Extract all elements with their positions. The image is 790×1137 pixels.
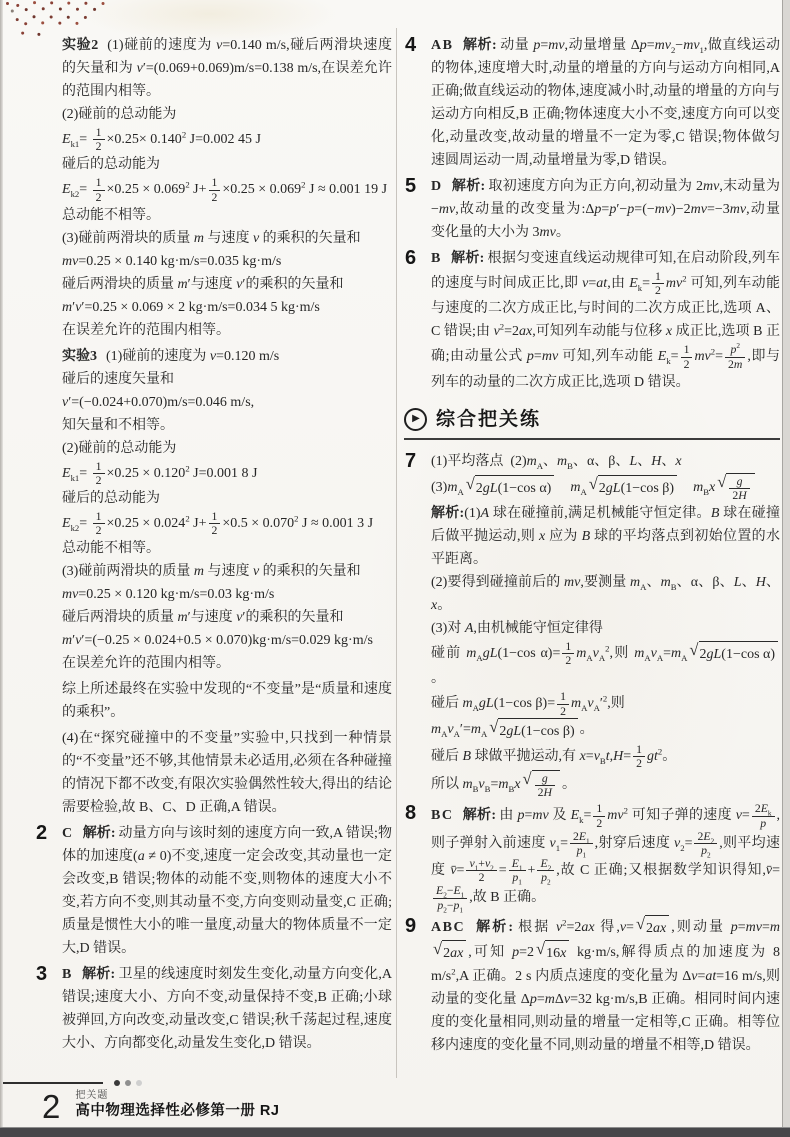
answer-text: 由 p=mv 及 $E_k=$ $\frac{1}{2}$ $mv^2$ 可知子弹的速度 v= $\frac{2E_k}{p}$ ,则子弹射入前速度 $v_1=$ $\frac{2E_1}{p_1}$ ,射穿后速度 $v_2=$ $\frac{2E_2}{p_2}$ ,则平均速度 v̄= $\frac{v_1+v_2}{2}$ = $\frac{E_1}{p_1}$ + $\frac{E_2}{p_2}$ ,故 C 正确;又根据数学知识得知,v̄= $\frac{E_2-E_1}{p_2-p_1}$ ,故 B 正确。 [431,802,780,914]
page-right-edge [782,0,790,1128]
circle-arrow-icon [404,408,427,431]
answer-letters: ABC [431,919,466,935]
question-number: 4 [405,34,417,56]
square-root: √ 2ax [636,915,669,940]
fraction: $\frac{2E_1}{p_1}$ [570,830,593,857]
fraction: $\frac{g}{2H}$ [535,772,555,799]
page-left-edge [0,0,3,1137]
answer-item-7 [405,449,780,800]
fraction: $\frac{1}{2}$ [557,690,569,717]
fraction: $\frac{1}{2}$ [93,460,105,487]
answer-item-6 [405,247,780,394]
answer-letters: C [62,826,74,842]
answers-column-left [36,34,392,1080]
fraction: $\frac{2E_2}{p_2}$ [694,830,717,857]
answer-text: (4)在“探究碰撞中的不变量”实验中,只找到一种情景的“不变量”还不够,其他情景未必适用,必须在各种碰撞的情况下都不改变,有限次实验偶然性较大,得出的结论需要检验,故 B、C、D 正确,A 错误。 [62,731,392,816]
question-number: 5 [405,175,417,197]
answer-text: 动量方向与该时刻的速度方向一致,A 错误;物体的加速度(a ≠ 0)不变,速度一定会改变,其动量也一定会改变,B 错误;物体的动能不变,则物体的速度大小不变,若方向不变,则其动量不变,方向变则动量变,C 正确;质量是惯性大小的唯一量度,动量大的物体质量不一定大,D 错误。 [62,826,392,957]
fraction: $\frac{1}{2}$ [209,176,221,203]
analysis-label: 解析: [462,808,497,824]
footer-dot [114,1080,120,1086]
fraction: $\frac{1}{2}$ [681,343,693,370]
footer-rule [0,1080,142,1086]
answer-item-2 [36,822,392,960]
answer-letters: B [62,967,73,983]
answer-text: 动量 p=mv,动量增量 $\Delta p=mv_2-mv_1$,做直线运动的物体,速度增大时,动量的增量的方向与运动方向相同,A 正确;做直线运动的物体,速度减小时,动量的增量的方向与运动方向相反,B 正确;物体速度大小不变,速度方向可以变化,动量改变,故动量的增量不一定为零,C 错误;物体做匀速圆周运动一周,动量增量为零,D 错误。 [431,38,780,168]
question-number: 9 [405,914,417,937]
answer-item-9 [405,913,780,1057]
fraction: $\frac{E_1}{p_1}$ [509,857,526,884]
answer-paragraph [62,678,392,724]
section-header [404,408,780,440]
book-title: 高中物理选择性必修第一册 RJ [75,1103,280,1119]
question-number: 2 [36,822,48,845]
question-number: 6 [405,247,417,269]
experiment-label: 实验3 [62,348,97,364]
fraction: $\frac{1}{2}$ [93,126,105,153]
footer-line [0,1082,103,1085]
experiment-answer [62,345,392,676]
fraction: $\frac{v_1+v_2}{2}$ [466,857,496,884]
answer-letters: BC [431,808,454,824]
answer-text: 卫星的线速度时刻发生变化,动量方向变化,A 错误;速度大小、方向不变,动量保持不变,B 正确;小球被弹回,方向改变,动量改变,C 错误;秋千荡起过程,速度大小、方向都变化,动量发生变化,D 错误。 [62,967,392,1052]
answer-letters: AB [431,38,454,53]
answers-column-right [404,34,780,1080]
answer-paragraph [62,727,392,819]
square-root: √ 2gL(1−cos β) [489,718,577,743]
answer-item-5 [405,175,780,244]
footer-dot [125,1080,131,1086]
footer-meta [75,1090,279,1121]
page-bottom-edge [0,1128,790,1137]
answer-item-8 [405,802,780,914]
analysis-label: 解析: [81,967,116,983]
experiment-label: 实验2 [62,38,99,53]
fraction: $\frac{1}{2}$ [593,802,605,829]
answer-text: 根据匀变速直线运动规律可知,在启动阶段,列车的速度与时间成正比,即 v=at,由 $E_k=$ $\frac{1}{2}$ $mv^2$ 可知,列车动能与速度的二次方成正比,与时间的二次方成正比,选项 A、C 错误;由 $v^2=2ax$,可知列车动能与位移 x 成正比,选项 B 正确;由动量公式 p=mv 可知,列车动能 $E_k=$ $\frac{1}{2}$ $mv^2=$ $\frac{p^2}{2m}$ ,即与列车的动量的二次方成正比,选项 D 错误。 [431,251,780,390]
answer-text: (1)碰前的速度为 v=0.140 m/s,碰后两滑块速度的矢量和为 v′=(0.069+0.069)m/s=0.138 m/s,在误差允许的范围内相等。 (2)碰前的总动能为 $E_{k1}=$ $\frac{1}{2}$ $\times 0.25\times 0.140^2$ J=0.002 45 J 碰后的总动能为 $E_{k2}=$ $\frac{1}{2}$ $\times 0.25 \times 0.069^2$ J+ $\frac{1}{2}$ $\times 0.25 \times 0.069^2$ J ≈ 0.001 19 J 总动能不相等。 (3)碰前两滑块的质量 m 与速度 v 的乘积的矢量和 mv=0.25 × 0.140 kg·m/s=0.035 kg·m/s 碰后两滑块的质量 m′与速度 v′的乘积的矢量和 m′v′=0.25 × 0.069 × 2 kg·m/s=0.034 5 kg·m/s 在误差允许的范围内相等。 [62,38,392,338]
fraction: $\frac{E_2}{p_2}$ [537,857,554,884]
fraction: $\frac{p^2}{2m}$ [725,343,745,370]
question-number: 8 [405,802,417,825]
analysis-label: 解析: [474,919,514,935]
answer-letters: B [431,251,442,266]
fraction: $\frac{1}{2}$ [93,510,105,537]
fraction: $\frac{2E_k}{p}$ [752,802,775,829]
arrow-glyph: ▶ [412,413,420,425]
answer-text: (1)碰前的速度为 v=0.120 m/s 碰后的速度矢量和 v′=(−0.024+0.070)m/s=0.046 m/s, 知矢量和不相等。 (2)碰前的总动能为 $E_{k1}=$ $\frac{1}{2}$ $\times 0.25 \times 0.120^2$ J=0.001 8 J 碰后的总动能为 $E_{k2}=$ $\frac{1}{2}$ $\times 0.25 \times 0.024^2$ J+ $\frac{1}{2}$ $\times 0.5 \times 0.070^2$ J ≈ 0.001 3 J 总动能不相等。 (3)碰前两滑块的质量 m 与速度 v 的乘积的矢量和 mv=0.25 × 0.120 kg·m/s=0.03 kg·m/s 碰后两滑块的质量 m′与速度 v′的乘积的矢量和 m′v′=(−0.25 × 0.024+0.5 × 0.070)kg·m/s=0.029 kg·m/s 在误差允许的范围内相等。 [62,348,374,672]
answer-letters: D [431,179,443,194]
fraction: $\frac{1}{2}$ [209,510,221,537]
question-number: 3 [36,963,48,986]
square-root: √ 2ax [433,940,466,965]
answer-item-3 [36,963,392,1055]
square-root: √ $\frac{g}{2H}$ [717,473,754,502]
column-divider [396,28,397,1078]
square-root: √ 2gL(1−cos α) [466,475,555,500]
answer-text: 取初速度方向为正方向,初动量为 2mv,末动量为 −mv,故动量的改变量为:Δp=p′−p=(−mv)−2mv=−3mv,动量变化量的大小为 3mv。 [431,179,780,240]
answer-item-4 [405,34,780,172]
page-number: 2 [42,1088,61,1125]
analysis-label: 解析: [462,38,497,53]
square-root: √ 2gL(1−cos β) [589,475,677,500]
answer-text: (1)平均落点 $(2)m_A$、$m_B$、α、β、L、H、x $(3)m_A$ √ 2gL(1−cos α) $m_A$ √ 2gL(1−cos β) $m_Bx$ √ $\frac{g}{2H}$ 解析:(1)A 球在碰撞前,满足机械能守恒定律。B 球在碰撞后做平抛运动,则 x 应为 B 球的平均落点到初始位置的水平距离。 (2)要得到碰撞前后的 mv,要测量 $m_A$、$m_B$、α、β、L、H、x。 (3)对 A,由机械能守恒定律得 碰前 $m_AgL(1-\cos$ α)= $\frac{1}{2}$ $m_Av_A^2$,则 $m_Av_A=m_A$ √ 2gL(1−cos α) 。 碰后 $m_AgL(1-\cos$ β)= $\frac{1}{2}$ $m_Av_A'^2$,则 $m_Av_A'=m_A$ √ 2gL(1−cos β) 。 碰后 B 球做平抛运动,有 $x=v_Bt,H=$ $\frac{1}{2}$ $gt^2$。 所以 $m_Bv_B=m_Bx$ √ $\frac{g}{2H}$ 。 [431,453,780,800]
scan-speckles-decoration [6,2,9,5]
answer-text: 综上所述最终在实验中发现的“不变量”是“质量和速度的乘积”。 [62,682,392,721]
footer-dot [136,1080,142,1086]
fraction: $\frac{1}{2}$ [562,640,574,667]
square-root: √ 2gL(1−cos α) [689,641,778,666]
question-number: 7 [405,449,417,472]
fraction: $\frac{1}{2}$ [652,270,664,297]
square-root: √ $\frac{g}{2H}$ [522,770,559,799]
square-root: √ 16x [536,940,569,965]
experiment-answer [62,34,392,342]
section-title: 综合把关练 [436,408,542,430]
fraction: $\frac{1}{2}$ [93,176,105,203]
series-title: 把关题 [75,1090,109,1101]
fraction: $\frac{g}{2H}$ [729,475,749,502]
analysis-label: 解析: [451,179,486,194]
answer-text: 根据 $v^2=2ax$ 得,v= √ 2ax ,则动量 p=mv=m √ 2ax ,可知 p=2 √ 16x kg·m/s,解得质点的加速度为 8 $m/s^2,A$ 正确。2 s 内质点速度的变化量为 Δv=at=16 m/s,则动量的变化量 Δp=mΔv=32 kg·m/s,B 正确。相同时间内速度的变化量相同,则动量的增量一定相等,C 正确。相等位移内速度的变化量不同,则动量的增量不相等,D 错误。 [431,913,780,1053]
analysis-label: 解析: [82,826,116,842]
fraction: $\frac{E_2-E_1}{p_2-p_1}$ [433,884,467,911]
page-footer [42,1090,279,1124]
fraction: $\frac{1}{2}$ [633,743,645,770]
analysis-label: 解析: [450,251,485,266]
